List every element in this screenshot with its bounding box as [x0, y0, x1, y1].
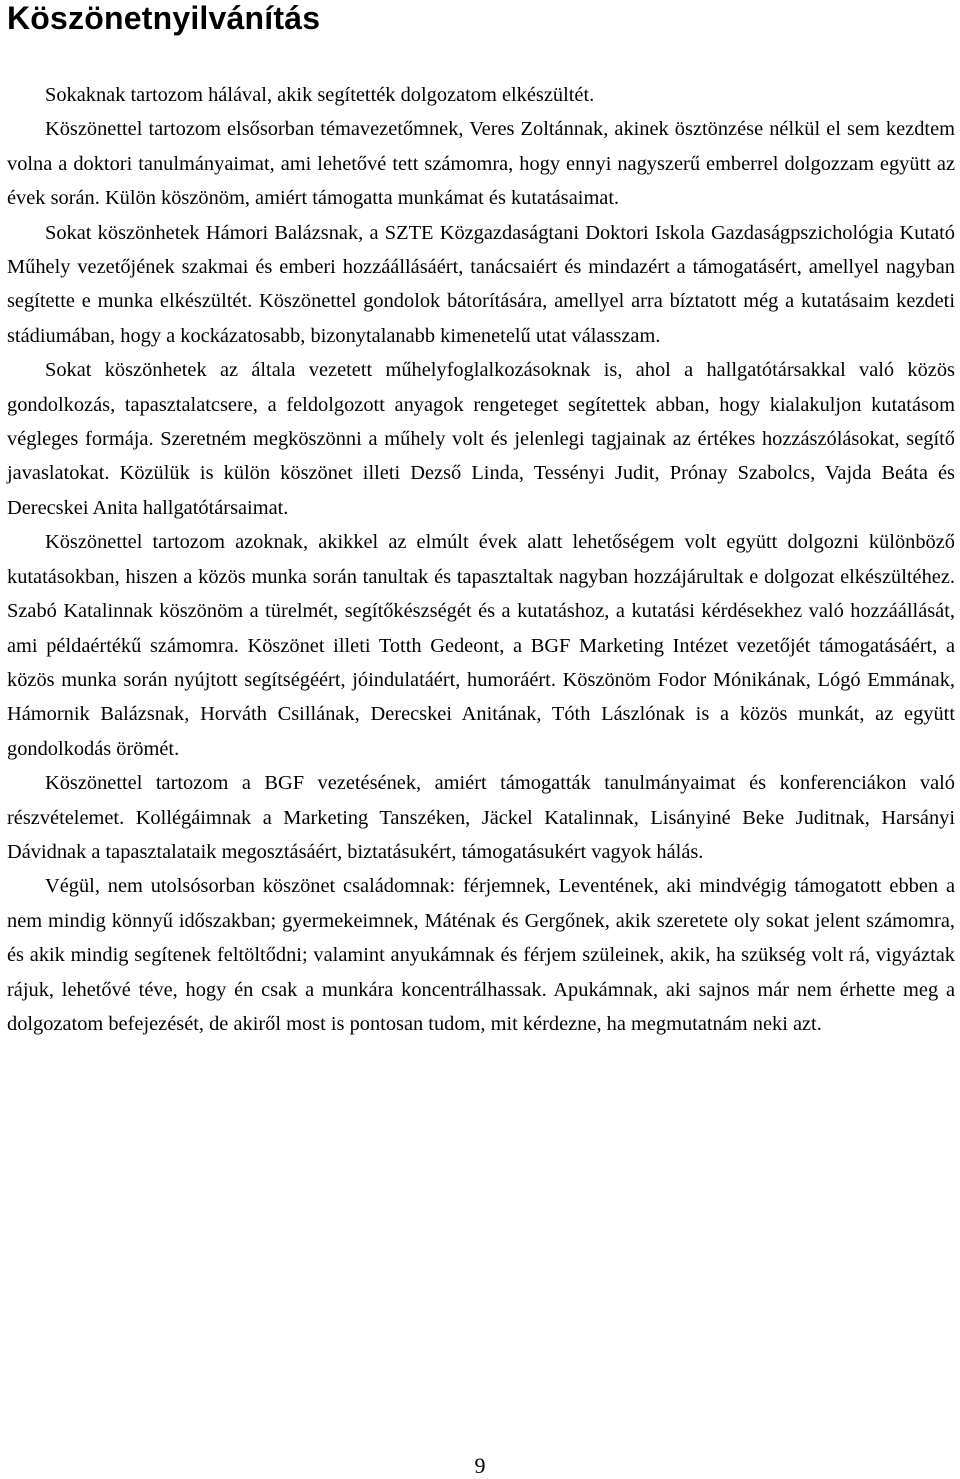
- paragraph-workshop-leader: Sokat köszönhetek Hámori Balázsnak, a SZTE Közgazdaságtani Doktori Iskola Gazdaságpszichológia Kutató Műhely vezetőjének szakmai és emberi hozzáállásáért, tanácsaiért és mindazért a támogatásért, amellyel nagyban segítette e munka elkészültét. Köszönettel gondolok bátorítására, amellyel arra bíztatott még a kutatásaim kezdeti stádiumában, hogy a kockázatosabb, bizonytalanabb kimenetelű utat válasszam.: [7, 221, 955, 347]
- paragraph-institution: Köszönettel tartozom a BGF vezetésének, amiért támogatták tanulmányaimat és konferenciákon való részvételemet. Kollégáimnak a Marketing Tanszéken, Jäckel Katalinnak, Lisányiné Beke Juditnak, Harsányi Dávidnak a tapasztalataik megosztásáért, biztatásukért, támogatásukért vagyok hálás.: [7, 772, 955, 863]
- body-text: [7, 78, 955, 1041]
- paragraph-supervisor: Köszönettel tartozom elsősorban témavezetőmnek, Veres Zoltánnak, akinek ösztönzése nélkül el sem kezdtem volna a doktori tanulmányaimat, ami lehetővé tett számomra, hogy ennyi nagyszerű emberrel dolgozzam együtt az évek során. Külön köszönöm, amiért támogatta munkámat és kutatásaimat.: [7, 118, 955, 210]
- paragraph-intro: Sokaknak tartozom hálával, akik segítették dolgozatom elkészültét.: [45, 84, 595, 106]
- page-number: 9: [474, 1453, 486, 1478]
- paragraph-research-colleagues: Köszönettel tartozom azoknak, akikkel az elmúlt évek alatt lehetőségem volt együtt dolgozni különböző kutatásokban, hiszen a közös munka során tanultak és tapasztaltak nagyban hozzájárultak e dolgozat elkészültéhez. Szabó Katalinnak köszönöm a türelmét, segítőkészségét és a kutatáshoz, a kutatási kérdésekhez való hozzáállását, ami példaértékű számomra. Köszönet illeti Totth Gedeont, a BGF Marketing Intézet vezetőjét támogatásáért, a közös munka során nyújtott segítségéért, jóindulatáért, humoráért. Köszönöm Fodor Mónikának, Lógó Emmának, Hámornik Balázsnak, Horváth Csillának, Derecskei Anitának, Tóth Lászlónak is a közös munkát, az együtt gondolkodás örömét.: [7, 531, 955, 760]
- page-title: Köszönetnyilvánítás: [7, 0, 321, 36]
- paragraph-family: Végül, nem utolsósorban köszönet családomnak: férjemnek, Leventének, aki mindvégig támogatott ebben a nem mindig könnyű időszakban; gyermekeimnek, Máténak és Gergőnek, akik szeretete oly sokat jelent számomra, és akik mindig segítenek feltöltődni; valamint anyukámnak és férjem szüleinek, akik, ha szükség volt rá, vigyáztak rájuk, lehetővé téve, hogy én csak a munkára koncentrálhassak. Apukámnak, aki sajnos már nem érhette meg a dolgozatom befejezését, de akiről most is pontosan tudom, mit kérdezne, ha megmutatnám neki azt.: [7, 875, 955, 1035]
- paragraph-workshop-members: Sokat köszönhetek az általa vezetett műhelyfoglalkozásoknak is, ahol a hallgatótársakkal való közös gondolkozás, tapasztalatcsere, a feldolgozott anyagok rengeteget segítettek abban, hogy kialakuljon kutatásom végleges formája. Szeretném megköszönni a műhely volt és jelenlegi tagjainak az értékes hozzászólásokat, segítő javaslatokat. Közülük is külön köszönet illeti Dezső Linda, Tessényi Judit, Prónay Szabolcs, Vajda Beáta és Derecskei Anita hallgatótársaimat.: [7, 359, 955, 519]
